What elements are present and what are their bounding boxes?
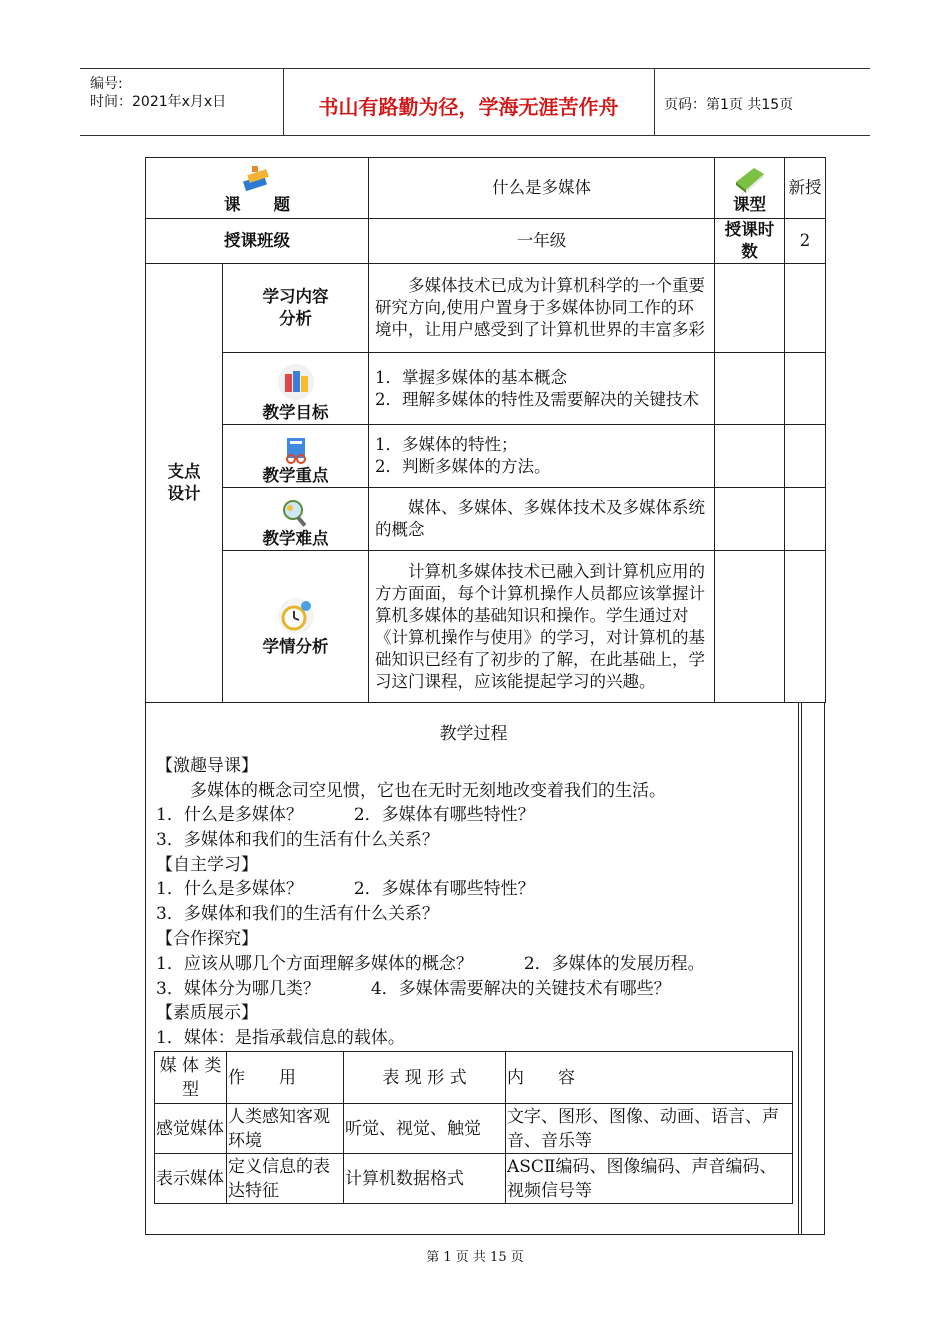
focus-line-2: 2．判断多媒体的方法。	[375, 457, 551, 476]
process-line: 1．什么是多媒体？ 2．多媒体有哪些特性？	[156, 805, 535, 825]
process-line: 【自主学习】	[156, 855, 258, 875]
row-text-difficulty: 媒体、多媒体、多媒体技术及多媒体系统的概念	[369, 488, 715, 551]
process-line: 【合作探究】	[156, 929, 258, 949]
media-cell: 感觉媒体	[155, 1104, 227, 1154]
row-text-objective	[369, 353, 715, 425]
media-cell: 听觉、视觉、触觉	[344, 1104, 506, 1154]
motto: 书山有路勤为径，学海无涯苦作舟	[318, 95, 619, 119]
process-line: 1．应该从哪几个方面理解多媒体的概念？ 2．多媒体的发展历程。	[156, 954, 705, 974]
time-label: 时间：2021年x月x日	[90, 94, 227, 110]
code-label: 编号:	[90, 76, 123, 92]
process-line: 1．媒体：是指承载信息的载体。	[156, 1028, 405, 1048]
process-line: 3．多媒体和我们的生活有什么关系？	[156, 830, 439, 850]
hours-label: 授课时数	[715, 219, 785, 264]
page-footer: 第 1 页 共 15 页	[426, 1250, 524, 1265]
process-line: 1．什么是多媒体？ 2．多媒体有哪些特性？	[156, 879, 535, 899]
process-line: 【激趣导课】	[156, 756, 258, 776]
media-header: 内 容	[506, 1052, 793, 1104]
row-label-cell-objective	[223, 353, 369, 425]
row-label-cell-analysis	[223, 551, 369, 703]
page-header	[80, 68, 870, 136]
process-line: 多媒体的概念司空见惯，它也在无时无刻地改变着我们的生活。	[156, 781, 666, 801]
row-label-difficulty: 教学难点	[262, 529, 329, 548]
row-label-cell-difficulty	[223, 488, 369, 551]
focus-line-1: 1．多媒体的特性；	[375, 435, 518, 454]
page-info: 页码：第1页 共15页	[664, 97, 794, 113]
media-table	[154, 1051, 793, 1204]
media-header: 作 用	[227, 1052, 344, 1104]
media-cell: 定义信息的表达特征	[227, 1154, 344, 1204]
support-label: 支点设计	[146, 264, 223, 703]
media-cell: 人类感知客观环境	[227, 1104, 344, 1154]
row-label-objective: 教学目标	[262, 403, 329, 422]
row-label-focus: 教学重点	[262, 466, 329, 485]
book-icon	[732, 164, 768, 194]
process-title: 教学过程	[439, 724, 508, 744]
media-cell: 表示媒体	[155, 1154, 227, 1204]
row-label-analysis: 学情分析	[262, 636, 329, 656]
row-label-cell-focus	[223, 425, 369, 488]
objective-line-1: 1．掌握多媒体的基本概念	[375, 367, 567, 387]
teaching-process	[145, 703, 825, 1235]
type-value: 新授	[785, 158, 826, 219]
books-icon	[240, 164, 274, 194]
type-label: 课型	[733, 195, 766, 214]
row-label-content: 学习内容分析	[223, 264, 369, 353]
class-label: 授课班级	[146, 219, 369, 264]
media-header: 媒 体 类 型	[155, 1052, 227, 1104]
magnifier-icon	[280, 498, 312, 528]
row-text-content: 多媒体技术已成为计算机科学的一个重要研究方向,使用户置身于多媒体协同工作的环境中，让用户感受到了计算机世界的丰富多彩	[369, 264, 715, 353]
media-cell: 文字、图形、图像、动画、语言、声音、音乐等	[506, 1104, 793, 1154]
class-value: 一年级	[369, 219, 715, 264]
topic-label: 课 题	[224, 195, 290, 214]
media-cell: ASCⅡ编码、图像编码、声音编码、视频信号等	[506, 1154, 793, 1204]
process-line: 【素质展示】	[156, 1003, 258, 1023]
objective-line-2: 2．理解多媒体的特性及需要解决的关键技术	[375, 389, 699, 409]
clock-icon	[276, 596, 316, 636]
type-label-cell	[715, 158, 785, 219]
row-text-analysis: 计算机多媒体技术已融入到计算机应用的方方面面，每个计算机操作人员都应该掌握计算机多媒体的基础知识和操作。学生通过对《计算机操作与使用》的学习，对计算机的基础知识已经有了初步的了解，在此基础上，学习这门课程，应该能提起学习的兴趣。	[369, 551, 715, 703]
topic-value: 什么是多媒体	[369, 158, 715, 219]
process-line: 3．媒体分为哪几类？ 4．多媒体需要解决的关键技术有哪些？	[156, 979, 671, 999]
row-text-focus	[369, 425, 715, 488]
media-header: 表 现 形 式	[344, 1052, 506, 1104]
lesson-table	[145, 157, 826, 703]
hours-value: 2	[785, 219, 826, 264]
process-line: 3．多媒体和我们的生活有什么关系？	[156, 904, 439, 924]
topic-label-cell	[146, 158, 369, 219]
objective-icon	[276, 362, 316, 402]
media-cell: 计算机数据格式	[344, 1154, 506, 1204]
focus-icon	[281, 435, 311, 465]
